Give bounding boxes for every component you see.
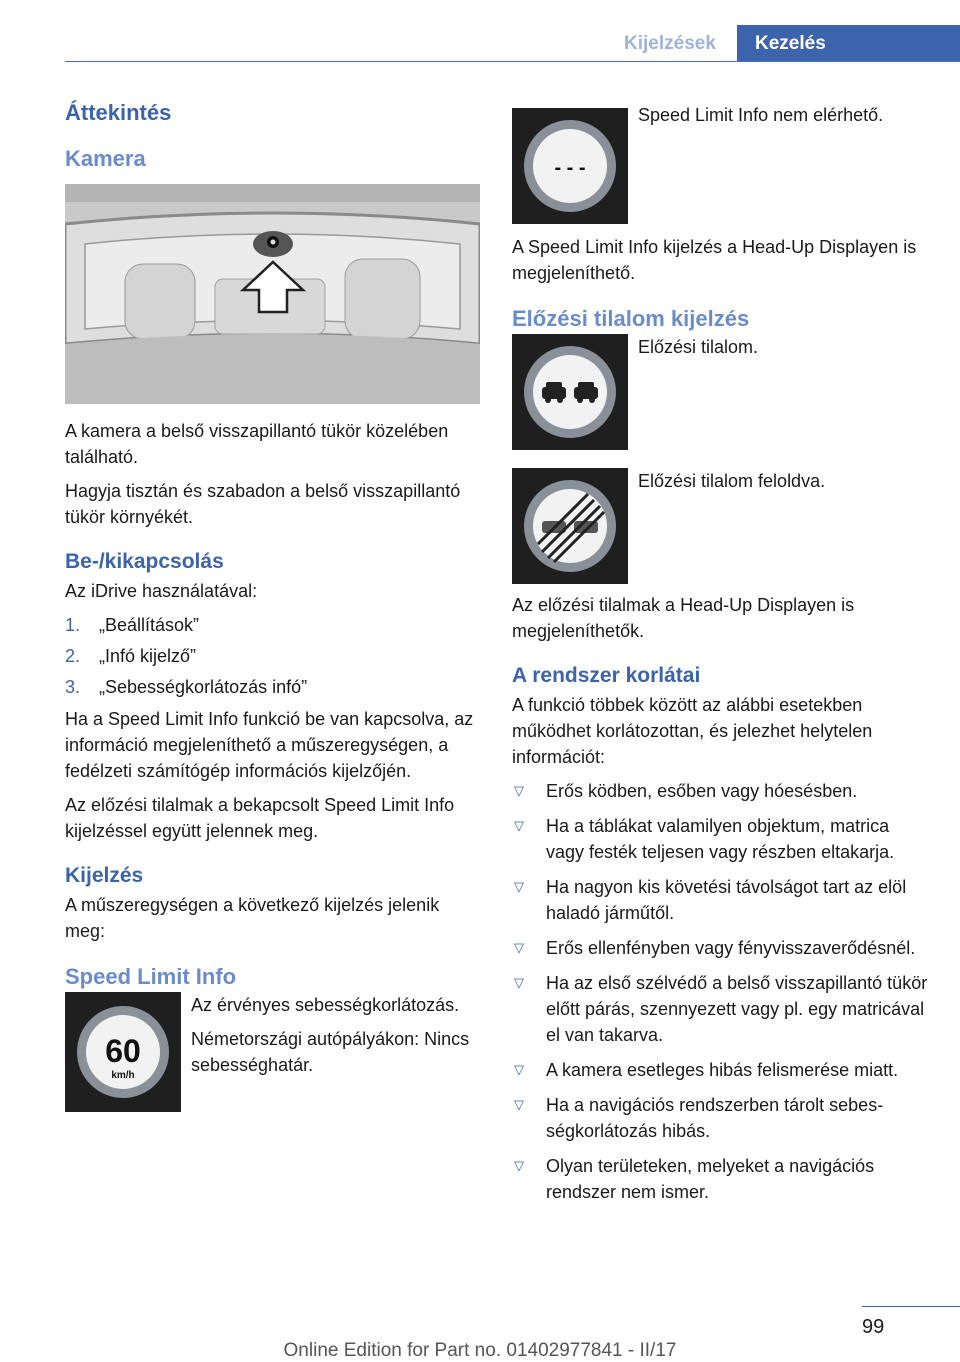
step-number: 1. [65,615,81,635]
limit-text: Olyan területeken, melyeket a navigációs rendszer nem ismer. [546,1156,875,1202]
page-number: 99 [862,1316,885,1338]
section-title: Áttekintés [65,100,172,125]
unavailable-sign [512,108,628,224]
svg-text:km/h: km/h [111,1070,135,1081]
list-item [512,778,932,804]
limit-text: Ha nagyon kis követési távolságot tart az elöl haladó járműtől. [546,877,907,923]
limits-list [512,778,932,1205]
svg-text:60: 60 [105,1033,141,1069]
no-overtaking-icon [520,342,620,442]
step-text: „Infó kijelző” [99,646,197,666]
unavailable-desc: Speed Limit Info nem elérhető. [638,105,884,125]
triangle-bullet-icon: ▽ [514,879,524,894]
list-item [512,935,932,961]
camera-desc-2: Hagyja tisztán és szabadon a belső visszapillantó tükör környékét. [65,481,461,527]
tab-kezeles[interactable]: Kezelés [737,25,960,62]
triangle-bullet-icon: ▽ [514,940,524,955]
limits-heading: A rendszer korlátai [512,664,701,687]
overtake-sign-row [512,334,932,450]
overtake-desc: Előzési tilalom. [638,337,759,357]
sli-sign-row [65,992,480,1112]
camera-location-illustration [65,184,480,404]
steps-list [65,612,480,700]
step-text: „Sebességkorlátozás infó” [99,677,308,697]
step-text: „Beállítások” [99,615,200,635]
list-item [65,643,480,669]
display-desc: A műszeregységen a következő kijelzés jelenik meg: [65,895,440,941]
triangle-bullet-icon: ▽ [514,1062,524,1077]
limit-text: A kamera esetleges hibás felismerése miatt. [546,1060,899,1080]
sli-heading: Speed Limit Info [65,964,237,989]
list-item [512,1153,932,1205]
unavailable-sign-row [512,105,932,224]
left-column [65,100,480,1120]
edition-footer: Online Edition for Part no. 01402977841 - II/17 [283,1340,677,1361]
list-item [512,970,932,1048]
list-item [65,612,480,638]
sli-desc-1: Az érvényes sebességkorlátozás. [191,995,460,1015]
onoff-desc-1: Ha a Speed Limit Info funkció be van kapcsolva, az információ megjeleníthető a műszeregységen, a fedélzeti számítógép információs kijelzőjén. [65,709,474,781]
onoff-desc-2: Az előzési tilalmak a bekapcsolt Speed Limit Info kijelzéssel együtt jelennek meg. [65,795,455,841]
sli-desc-2: Németországi autópályákon: Nincs sebességhatár. [191,1029,470,1075]
no-overtaking-sign [512,334,628,450]
list-item [65,674,480,700]
camera-heading: Kamera [65,146,146,171]
limit-text: Ha az első szélvédő a belső visszapillantó tükör előtt párás, szennyezett vagy pl. egy matricával el van takarva. [546,973,928,1045]
right-column [512,100,932,1214]
limit-text: Erős ellenfényben vagy fényvisszaverődésnél. [546,938,916,958]
list-item [512,813,932,865]
limit-text: Erős ködben, esőben vagy hóesésben. [546,781,858,801]
triangle-bullet-icon: ▽ [514,975,524,990]
onoff-intro: Az iDrive használatával: [65,581,258,601]
step-number: 2. [65,646,81,666]
triangle-bullet-icon: ▽ [514,1158,524,1173]
speed-limit-sign [65,992,181,1112]
list-item [512,1057,932,1083]
camera-desc-1: A kamera a belső visszapillantó tükör közelében található. [65,421,449,467]
page-number-rule [862,1306,960,1307]
limit-text: Ha a táblákat valamilyen objektum, matrica vagy festék teljesen vagy részben eltakarja. [546,816,895,862]
triangle-bullet-icon: ▽ [514,818,524,833]
overtake-end-sign-row [512,468,932,584]
tab-kijelzesek[interactable]: Kijelzések [624,33,716,54]
speed-limit-unavailable-icon [520,116,620,216]
end-no-overtaking-icon [520,476,620,576]
limit-text: Ha a navigációs rendszerben tárolt sebességkorlátozás hibás. [546,1095,884,1141]
hud-desc: A Speed Limit Info kijelzés a Head-Up Displayen is megjeleníthető. [512,237,917,283]
list-item [512,874,932,926]
header-rule [65,61,960,62]
speed-limit-60-icon [73,1002,173,1102]
triangle-bullet-icon: ▽ [514,1097,524,1112]
end-no-overtaking-sign [512,468,628,584]
limits-intro: A funkció többek között az alábbi esetekben működhet korlátozottan, és jelezhet helytelen információt: [512,695,873,767]
onoff-heading: Be-/kikapcsolás [65,550,224,573]
list-item [512,1092,932,1144]
display-heading: Kijelzés [65,864,144,887]
overtake-end-desc: Előzési tilalom feloldva. [638,471,826,491]
triangle-bullet-icon: ▽ [514,783,524,798]
svg-text:- - -: - - - [554,157,586,179]
overtake-hud-desc: Az előzési tilalmak a Head-Up Displayen is megjeleníthetők. [512,595,855,641]
overtake-heading: Előzési tilalom kijelzés [512,306,750,331]
step-number: 3. [65,677,81,697]
